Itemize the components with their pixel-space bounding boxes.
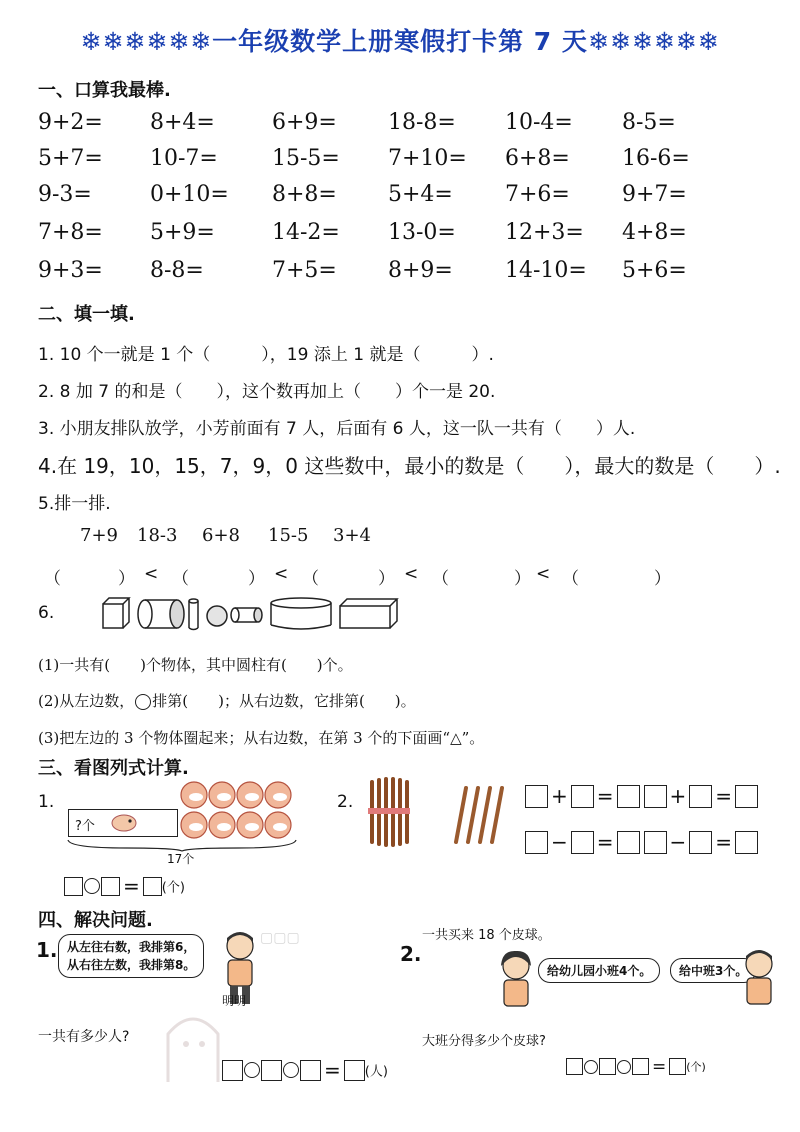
picture-problem-1-equation: = (个) — [64, 874, 185, 898]
answer-paren-close: ） — [378, 569, 395, 589]
girl-icon — [492, 948, 540, 1008]
mental-math-item: 8-5= — [622, 110, 676, 135]
fill-question-2: 2. 8 加 7 的和是（ ），这个数再加上（ ）个一是 20. — [38, 382, 496, 402]
unit-label: (个) — [161, 880, 185, 896]
unit-label: (人) — [364, 1064, 388, 1080]
answer-paren-close: ） — [514, 569, 531, 589]
total-label: 17个 — [167, 852, 195, 866]
word-problem-2-equation: = (个) — [566, 1056, 706, 1077]
answer-box[interactable] — [143, 877, 162, 896]
mental-math-item: 6+9= — [272, 110, 337, 135]
mental-math-item: 7+5= — [272, 258, 337, 283]
mental-math-item: 9+7= — [622, 182, 687, 207]
answer-box[interactable] — [525, 831, 548, 854]
answer-paren-open: （ — [44, 569, 61, 589]
hidden-fish-box — [68, 809, 178, 837]
mental-math-item: 4+8= — [622, 220, 687, 245]
answer-box[interactable] — [689, 831, 712, 854]
answer-box[interactable] — [261, 1060, 282, 1081]
less-than-sign: < — [274, 564, 289, 584]
cube-icon — [103, 598, 129, 628]
fill-question-3: 3. 小朋友排队放学，小芳前面有 7 人，后面有 6 人，这一队一共有（ ）人. — [38, 419, 636, 439]
ball-icon — [207, 606, 227, 626]
mental-math-item: 10-4= — [505, 110, 573, 135]
section1-heading: 一、口算我最棒. — [38, 80, 171, 101]
operator-circle[interactable] — [84, 878, 100, 894]
worksheet-title: ❄❄❄❄❄❄一年级数学上册寒假打卡第 7 天❄❄❄❄❄❄ — [80, 27, 720, 56]
mental-math-item: 14-2= — [272, 220, 340, 245]
mental-math-item: 7+8= — [38, 220, 103, 245]
answer-paren-close: ） — [654, 569, 671, 589]
answer-box[interactable] — [300, 1060, 321, 1081]
mental-math-item: 14-10= — [505, 258, 587, 283]
mental-math-item: 16-6= — [622, 146, 690, 171]
section2-heading: 二、填一填. — [38, 304, 135, 325]
problem-number: 2. — [400, 942, 422, 966]
mental-math-item: 9-3= — [38, 182, 92, 207]
mental-math-item: 9+3= — [38, 258, 103, 283]
sort-expression: 3+4 — [333, 525, 371, 546]
answer-paren-open: （ — [562, 569, 579, 589]
answer-box[interactable] — [632, 1058, 649, 1075]
answer-paren-close: ） — [118, 569, 135, 589]
bubble-line: 从左往右数，我排第6， — [67, 940, 196, 954]
q6-part2-lead: (2)从左边数， — [38, 692, 135, 710]
answer-box[interactable] — [64, 877, 83, 896]
unit-label: (个) — [686, 1060, 706, 1074]
less-than-sign: < — [144, 564, 159, 584]
mental-math-item: 5+7= — [38, 146, 103, 171]
word-problem-1: ▢▢▢ 1. 从左往右数，我排第6， 从右往左数，我排第8。 明明 一共有多少人? = (人) — [36, 930, 388, 1082]
question-6-number: 6. — [38, 603, 55, 623]
question-6-part-1: (1)一共有( )个物体，其中圆柱有( )个。 — [38, 656, 353, 674]
answer-box[interactable] — [689, 785, 712, 808]
operator-circle[interactable] — [584, 1060, 598, 1074]
less-than-sign: < — [536, 564, 551, 584]
word-problem-2 — [400, 920, 785, 1084]
mental-math-item: 5+9= — [150, 220, 215, 245]
mental-math-item: 8-8= — [150, 258, 204, 283]
fish-group — [174, 779, 294, 843]
mental-math-item: 13-0= — [388, 220, 456, 245]
answer-box[interactable] — [566, 1058, 583, 1075]
mental-math-item: 8+9= — [388, 258, 453, 283]
sort-expression: 18-3 — [137, 525, 178, 546]
small-cylinder-icon — [231, 608, 262, 622]
mental-math-item: 15-5= — [272, 146, 340, 171]
answer-box[interactable] — [222, 1060, 243, 1081]
fill-question-4: 4.在 19，10，15，7，9，0 这些数中，最小的数是（ ），最大的数是（ ）. — [38, 454, 781, 478]
solids-row — [95, 594, 405, 634]
stick-bundle-icon — [362, 776, 414, 850]
picture-problem-2-addition: + = + = — [525, 784, 758, 808]
problem-question: 大班分得多少个皮球? — [422, 1034, 546, 1049]
picture-problem-2-number: 2. — [337, 792, 354, 812]
mental-math-item: 7+10= — [388, 146, 467, 171]
word-problem-1-equation: = (人) — [222, 1058, 388, 1082]
answer-paren-close: ） — [248, 569, 265, 589]
answer-box[interactable] — [669, 1058, 686, 1075]
problem-number: 1. — [36, 938, 58, 962]
less-than-sign: < — [404, 564, 419, 584]
mental-math-item: 12+3= — [505, 220, 584, 245]
answer-box[interactable] — [344, 1060, 365, 1081]
answer-box[interactable] — [617, 831, 640, 854]
mental-math-item: 9+2= — [38, 110, 103, 135]
question-6-part-3: (3)把左边的 3 个物体圈起来；从右边数，在第 3 个的下面画“△”。 — [38, 729, 485, 747]
answer-paren-open: （ — [172, 569, 189, 589]
sort-expression: 15-5 — [268, 525, 309, 546]
speech-bubble-girl: 给幼儿园小班4个。 — [538, 958, 660, 983]
answer-box[interactable] — [644, 831, 667, 854]
sort-expression: 6+8 — [202, 525, 240, 546]
q6-part2-rest: 排第( )；从右边数，它排第( )。 — [152, 692, 416, 710]
answer-paren-open: （ — [302, 569, 319, 589]
bubble-line: 从右往左数，我排第8。 — [67, 958, 196, 972]
speech-bubble — [58, 934, 204, 978]
mental-math-item: 5+6= — [622, 258, 687, 283]
mental-math-item: 6+8= — [505, 146, 570, 171]
mental-math-item: 10-7= — [150, 146, 218, 171]
answer-box[interactable] — [644, 785, 667, 808]
sort-expression: 7+9 — [80, 525, 118, 546]
boy-icon — [736, 946, 782, 1006]
speech-bubble-boy: 给中班3个。 — [670, 958, 756, 983]
fill-question-1: 1. 10 个一就是 1 个（ ），19 添上 1 就是（ ）. — [38, 345, 494, 365]
problem-intro: 一共买来 18 个皮球。 — [422, 928, 551, 943]
thin-cylinder-icon — [189, 599, 198, 630]
question-6-part-2 — [38, 690, 416, 711]
answer-box[interactable] — [571, 785, 594, 808]
fill-question-5: 5.排一排. — [38, 494, 111, 514]
loose-sticks-icon — [452, 784, 514, 846]
operator-circle[interactable] — [617, 1060, 631, 1074]
answer-box[interactable] — [735, 785, 758, 808]
mental-math-item: 8+4= — [150, 110, 215, 135]
picture-problem-1-number: 1. — [38, 792, 55, 812]
operator-circle[interactable] — [283, 1062, 299, 1078]
hidden-count-label: ?个 — [75, 819, 95, 834]
section4-heading: 四、解决问题. — [38, 910, 153, 931]
operator-circle[interactable] — [244, 1062, 260, 1078]
fish-icon — [109, 812, 139, 834]
answer-box[interactable] — [599, 1058, 616, 1075]
mental-math-item: 7+6= — [505, 182, 570, 207]
ball-icon — [135, 694, 151, 710]
problem-question: 一共有多少人? — [38, 1029, 130, 1045]
picture-problem-2-subtraction: − = − = — [525, 830, 758, 854]
flat-cylinder-icon — [271, 598, 331, 629]
answer-box[interactable] — [735, 831, 758, 854]
cylinder-lying-icon — [138, 600, 184, 628]
section3-heading: 三、看图列式计算. — [38, 758, 189, 779]
answer-box[interactable] — [525, 785, 548, 808]
character-name: 明明 — [222, 994, 247, 1008]
mental-math-item: 0+10= — [150, 182, 229, 207]
answer-box[interactable] — [571, 831, 594, 854]
mental-math-item: 5+4= — [388, 182, 453, 207]
mental-math-item: 8+8= — [272, 182, 337, 207]
mental-math-item: 18-8= — [388, 110, 456, 135]
answer-paren-open: （ — [432, 569, 449, 589]
answer-box[interactable] — [101, 877, 120, 896]
answer-box[interactable] — [617, 785, 640, 808]
cuboid-icon — [340, 599, 397, 628]
